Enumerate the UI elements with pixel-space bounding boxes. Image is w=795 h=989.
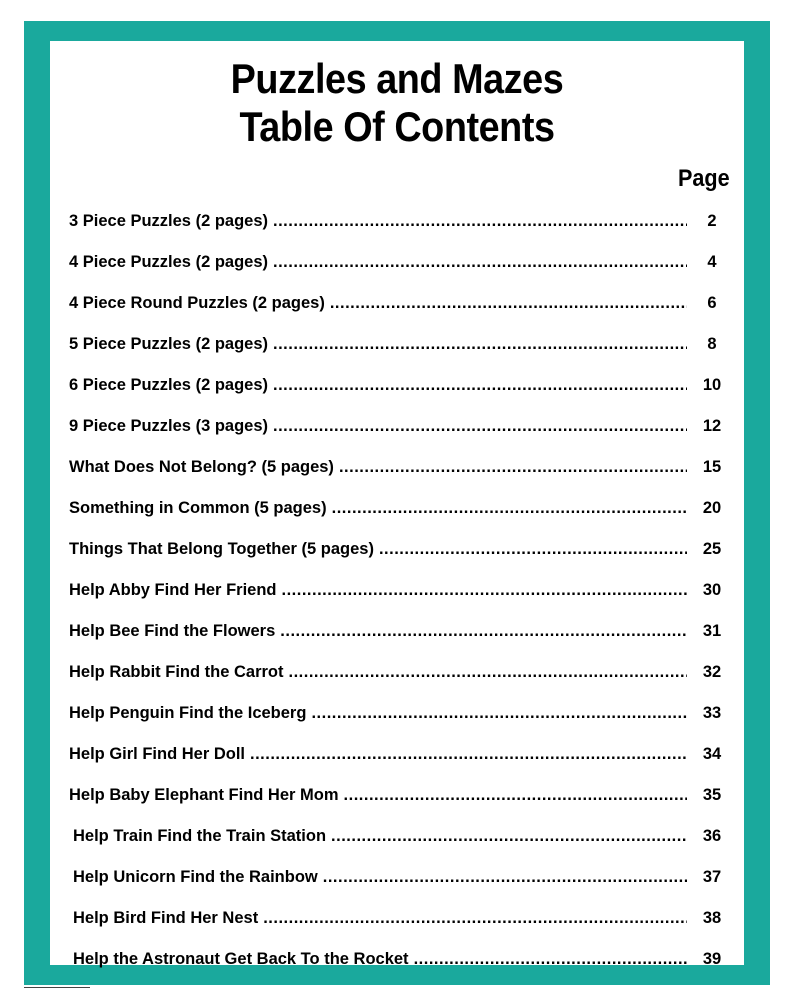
toc-entry xyxy=(69,775,729,816)
entry-page: 36 xyxy=(702,827,722,845)
page-title xyxy=(85,55,710,151)
entry-page: 2 xyxy=(707,212,717,230)
page-column-header: Page xyxy=(678,165,730,192)
dot-leader xyxy=(273,335,687,354)
dot-leader xyxy=(273,417,687,436)
entry-label: Help Unicorn Find the Rainbow xyxy=(73,868,318,886)
entry-label: Help Train Find the Train Station xyxy=(73,827,327,845)
entry-page: 35 xyxy=(702,786,722,804)
toc-entry xyxy=(69,447,729,488)
dot-leader xyxy=(330,294,687,313)
toc-entry xyxy=(69,488,729,529)
toc-entry xyxy=(69,652,729,693)
teal-border-frame xyxy=(24,21,770,985)
toc-entry xyxy=(69,939,729,980)
entry-page: 38 xyxy=(702,909,722,927)
entry-page: 25 xyxy=(702,540,722,558)
entry-page: 37 xyxy=(702,868,722,886)
toc-entry xyxy=(69,365,729,406)
dot-leader xyxy=(263,909,687,928)
entry-page: 12 xyxy=(702,417,722,435)
toc-entry xyxy=(69,406,729,447)
dot-leader xyxy=(331,827,687,846)
dot-leader xyxy=(323,868,687,887)
entry-page: 20 xyxy=(702,499,722,517)
entry-page: 39 xyxy=(702,950,722,968)
toc-entry xyxy=(69,898,729,939)
entry-label: Help the Astronaut Get Back To the Rocket xyxy=(73,950,409,968)
entry-label: Help Abby Find Her Friend xyxy=(69,581,277,599)
entry-label: Something in Common (5 pages) xyxy=(69,499,327,517)
contents-sheet xyxy=(50,41,744,968)
toc-entry xyxy=(69,816,729,857)
dot-leader xyxy=(311,704,687,723)
dot-leader xyxy=(281,581,687,600)
dot-leader xyxy=(280,622,687,641)
entry-page: 6 xyxy=(707,294,717,312)
dot-leader xyxy=(344,786,687,805)
entry-label: 6 Piece Puzzles (2 pages) xyxy=(69,376,269,394)
entry-label: 5 Piece Puzzles (2 pages) xyxy=(69,335,269,353)
dot-leader xyxy=(273,212,687,231)
entry-label: Help Girl Find Her Doll xyxy=(69,745,246,763)
dot-leader xyxy=(273,253,687,272)
dot-leader xyxy=(414,950,687,969)
entry-label: 9 Piece Puzzles (3 pages) xyxy=(69,417,269,435)
entry-label: Help Penguin Find the Iceberg xyxy=(69,704,307,722)
toc-entry xyxy=(69,734,729,775)
entry-page: 32 xyxy=(702,663,722,681)
dot-leader xyxy=(273,376,687,395)
dot-leader xyxy=(332,499,687,518)
bottom-rule xyxy=(24,987,90,988)
entry-page: 31 xyxy=(702,622,722,640)
entry-label: Things That Belong Together (5 pages) xyxy=(69,540,374,558)
toc-entry xyxy=(69,324,729,365)
toc-list xyxy=(69,201,729,980)
dot-leader xyxy=(289,663,688,682)
entry-page: 33 xyxy=(702,704,722,722)
toc-entry xyxy=(69,857,729,898)
toc-entry xyxy=(69,570,729,611)
entry-label: Help Baby Elephant Find Her Mom xyxy=(69,786,339,804)
entry-label: 4 Piece Round Puzzles (2 pages) xyxy=(69,294,325,312)
toc-entry xyxy=(69,201,729,242)
entry-label: Help Bird Find Her Nest xyxy=(73,909,259,927)
toc-entry xyxy=(69,529,729,570)
title-line-2: Table Of Contents xyxy=(239,103,555,150)
entry-page: 15 xyxy=(702,458,722,476)
entry-page: 4 xyxy=(707,253,717,271)
dot-leader xyxy=(339,458,687,477)
dot-leader xyxy=(250,745,687,764)
entry-page: 34 xyxy=(702,745,722,763)
entry-page: 30 xyxy=(702,581,722,599)
entry-label: Help Bee Find the Flowers xyxy=(69,622,276,640)
toc-entry xyxy=(69,611,729,652)
entry-label: Help Rabbit Find the Carrot xyxy=(69,663,284,681)
toc-entry xyxy=(69,283,729,324)
entry-page: 8 xyxy=(707,335,717,353)
entry-label: What Does Not Belong? (5 pages) xyxy=(69,458,334,476)
entry-page: 10 xyxy=(702,376,722,394)
toc-entry xyxy=(69,242,729,283)
entry-label: 3 Piece Puzzles (2 pages) xyxy=(69,212,269,230)
dot-leader xyxy=(379,540,687,559)
toc-entry xyxy=(69,693,729,734)
title-line-1: Puzzles and Mazes xyxy=(230,55,564,102)
entry-label: 4 Piece Puzzles (2 pages) xyxy=(69,253,269,271)
